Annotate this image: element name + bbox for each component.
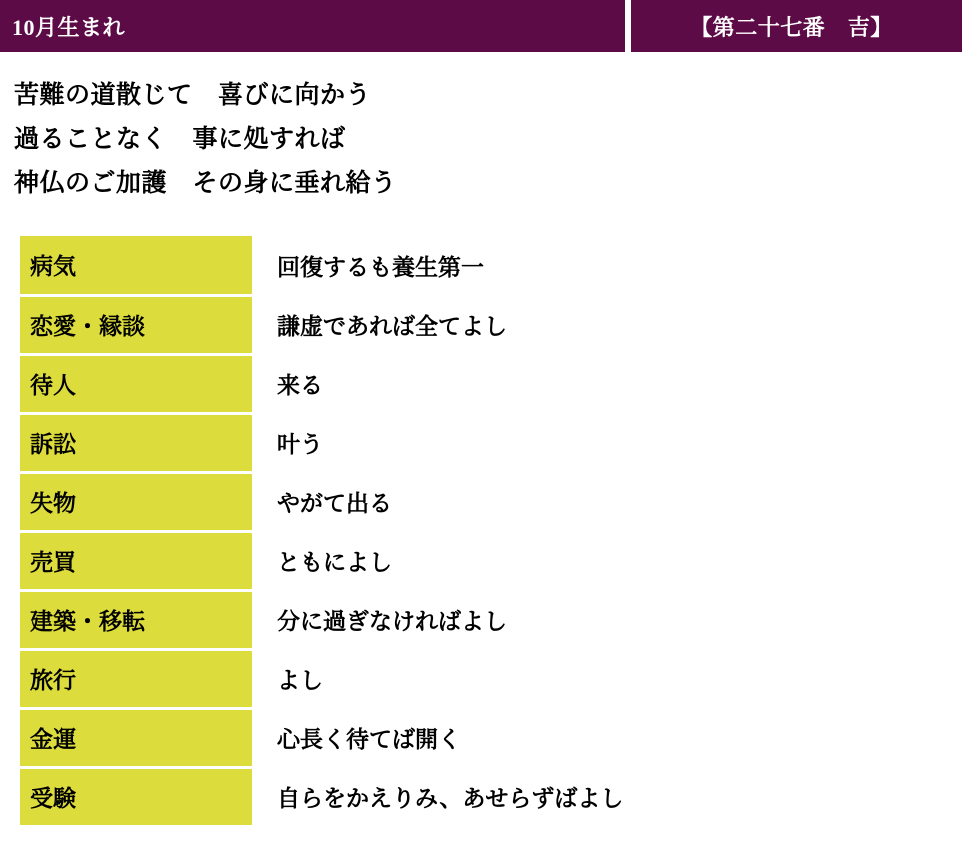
- fortune-category-value: 分に過ぎなければよし: [277, 609, 507, 634]
- header-right-panel: [631, 0, 962, 52]
- fortune-category-label: 売買: [20, 531, 252, 590]
- table-row: [20, 649, 624, 708]
- table-row: [20, 531, 624, 590]
- fortune-category-label: 建築・移転: [20, 590, 252, 649]
- fortune-category-value: 謙虚であれば全てよし: [277, 314, 507, 339]
- fortune-category-label: 失物: [20, 472, 252, 531]
- fortune-category-label: 恋愛・縁談: [20, 295, 252, 354]
- fortune-category-label: 金運: [20, 708, 252, 767]
- fortune-category-label: 待人: [20, 354, 252, 413]
- poem-line: 神仏のご加護 その身に垂れ給う: [14, 170, 397, 197]
- table-row: [20, 472, 624, 531]
- fortune-table-body: [20, 236, 624, 826]
- fortune-category-value: 来る: [277, 373, 323, 398]
- table-row: [20, 295, 624, 354]
- fortune-rank-label: 【第二十七番 吉】: [690, 14, 893, 40]
- header-left-panel: [0, 0, 625, 52]
- table-row: [20, 413, 624, 472]
- fortune-category-value: やがて出る: [277, 491, 392, 516]
- header-bar: [0, 0, 962, 52]
- poem-line: 苦難の道散じて 喜びに向かう: [14, 82, 372, 109]
- poem-line: 過ることなく 事に処すれば: [14, 126, 346, 153]
- fortune-category-value: 心長く待てば開く: [277, 727, 461, 752]
- fortune-category-label: 病気: [20, 236, 252, 295]
- table-row: [20, 590, 624, 649]
- fortune-category-value: よし: [277, 668, 323, 693]
- fortune-category-value: ともによし: [277, 550, 392, 575]
- fortune-category-label: 訴訟: [20, 413, 252, 472]
- poem-block: [14, 74, 962, 206]
- table-row: [20, 708, 624, 767]
- table-row: [20, 354, 624, 413]
- fortune-category-label: 受験: [20, 767, 252, 826]
- table-row: [20, 236, 624, 295]
- fortune-category-value: 自らをかえりみ、あせらずばよし: [277, 786, 624, 811]
- fortune-table: [20, 236, 624, 828]
- table-row: [20, 767, 624, 826]
- fortune-category-value: 叶う: [277, 432, 323, 457]
- birth-month-title: 10月生まれ: [12, 14, 126, 40]
- fortune-category-label: 旅行: [20, 649, 252, 708]
- fortune-category-value: 回復するも養生第一: [277, 255, 484, 280]
